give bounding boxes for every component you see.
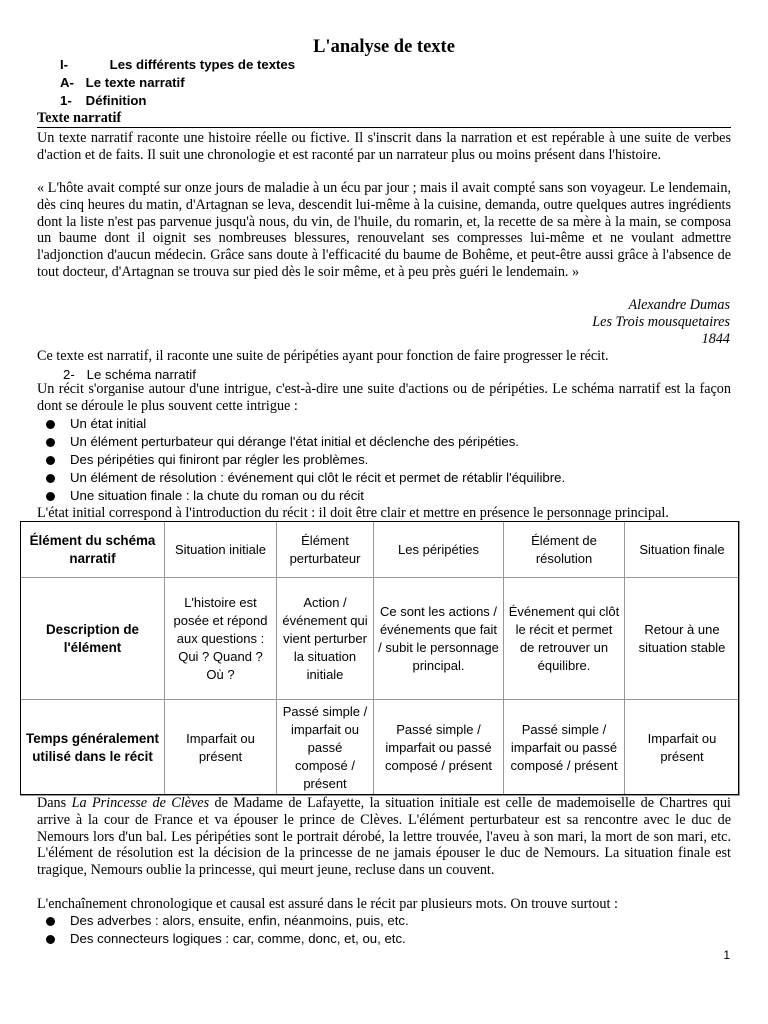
table-cell: Passé simple / imparfait ou passé composé / présent: [277, 700, 374, 796]
section-title: Texte narratif: [37, 110, 122, 126]
outline-label: Définition: [85, 93, 147, 108]
section-divider: [37, 127, 731, 128]
list-item: Un élément de résolution : événement qui clôt le récit et permet de rétablir l'équilibre.: [44, 469, 565, 487]
table-cell: Passé simple / imparfait ou passé composé / présent: [374, 700, 504, 796]
example-paragraph: Dans La Princesse de Clèves de Madame de Lafayette, la situation initiale est celle de mademoiselle de Chartres qui arrive à la cour de France et va épouser le prince de Clèves. L'élément perturbateur est sa rencontre avec le duc de Nemours lors d'un bal. Les péripéties sont le portrait dérobé, la lettre trouvée, l'aveu à son mari, la mort de son mari, etc. L'élément de résolution est la décision de la princesse de ne jamais épouser le duc de Nemours. La situation finale est tragique, Nemours oublie la princesse, qui meurt jeune, recluse dans un couvent.: [37, 795, 731, 879]
bullet-icon: [46, 917, 55, 926]
table-cell: L'histoire est posée et répond aux questions : Qui ? Quand ? Où ?: [165, 578, 277, 700]
table-cell: Passé simple / imparfait ou passé composé / présent: [504, 700, 625, 796]
outline-number: A-: [60, 75, 74, 90]
table-cell: Situation initiale: [165, 522, 277, 578]
table-header-cell: Temps généralement utilisé dans le récit: [21, 700, 165, 796]
list-item: Une situation finale : la chute du roman ou du récit: [44, 487, 565, 505]
table-header-cell: Description de l'élément: [21, 578, 165, 700]
table-cell: Retour à une situation stable: [625, 578, 740, 700]
outline-heading-3: [60, 92, 146, 110]
table-row: [21, 700, 740, 796]
outline-label: Le texte narratif: [85, 75, 185, 90]
table-cell: Ce sont les actions / événements que fait / subit le personnage principal.: [374, 578, 504, 700]
table-cell: Action / événement qui vient perturber la situation initiale: [277, 578, 374, 700]
subsection-number: 2-: [63, 367, 75, 382]
citation-year: 1844: [701, 331, 730, 347]
table-row: [21, 578, 740, 700]
quote-paragraph: « L'hôte avait compté sur onze jours de maladie à un écu par jour ; mais il avait compté sans son voyageur. Le lendemain, dès cinq heures du matin, d'Artagnan se leva, descendit lui-même à la cuisine, demanda, outre quelques autres ingrédients dont la liste n'est pas parvenue jusqu'à nous, du vin, de l'huile, du romarin, et, la recette de sa mère à la main, se composa un baume dont il oignit ses nombreuses blessures, renouvelant ses compresses lui-même et ne voulant admettre l'adjonction d'aucun médecin. Grâce sans doute à l'efficacité du baume de Bohême, et peut-être aussi grâce à l'absence de tout docteur, d'Artagnan se trouva sur pied dès le soir même, et à peu près guéri le lendemain. »: [37, 180, 731, 280]
citation-work: Les Trois mousquetaires: [592, 314, 730, 330]
outline-heading-1: [60, 56, 295, 74]
outline-label: Les différents types de textes: [109, 57, 296, 72]
table-cell: Élément de résolution: [504, 522, 625, 578]
table-cell: Imparfait ou présent: [625, 700, 740, 796]
initial-state-note: L'état initial correspond à l'introduction du récit : il doit être clair et mettre en présence le personnage principal.: [37, 505, 669, 521]
table-cell: Élément perturbateur: [277, 522, 374, 578]
bullet-icon: [46, 420, 55, 429]
table-cell: Les péripéties: [374, 522, 504, 578]
list-item: Un élément perturbateur qui dérange l'état initial et déclenche des péripéties.: [44, 433, 565, 451]
definition-paragraph: Un texte narratif raconte une histoire réelle ou fictive. Il s'inscrit dans la narration et est repérable à une suite de verbes d'action et de faits. Il suit une chronologie et est raconté par un narrateur plus ou moins présent dans l'histoire.: [37, 130, 731, 163]
bullet-icon: [46, 474, 55, 483]
table-cell: Imparfait ou présent: [165, 700, 277, 796]
bullet-icon: [46, 935, 55, 944]
outline-number: I-: [60, 57, 69, 72]
citation-author: Alexandre Dumas: [628, 297, 730, 313]
outline-heading-2: [60, 74, 185, 92]
bullet-icon: [46, 456, 55, 465]
list-item: Un état initial: [44, 415, 565, 433]
bullet-icon: [46, 492, 55, 501]
schema-steps-list: [44, 415, 565, 505]
page-title: L'analyse de texte: [313, 37, 455, 57]
chronology-list: [44, 912, 409, 948]
table-header-cell: Élément du schéma narratif: [21, 522, 165, 578]
chronology-intro: L'enchaînement chronologique et causal est assuré dans le récit par plusieurs mots. On trouve surtout :: [37, 896, 618, 912]
subsection-label: Le schéma narratif: [86, 367, 196, 382]
schema-intro-paragraph: Un récit s'organise autour d'une intrigue, c'est-à-dire une suite d'actions ou de péripéties. Le schéma narratif est la façon dont se déroule le plus souvent cette intrigue :: [37, 381, 731, 414]
list-item: Des adverbes : alors, ensuite, enfin, néanmoins, puis, etc.: [44, 912, 409, 930]
list-item: Des connecteurs logiques : car, comme, donc, et, ou, etc.: [44, 930, 409, 948]
book-title: La Princesse de Clèves: [71, 795, 210, 811]
table-row: [21, 522, 740, 578]
narrative-schema-table: [20, 521, 740, 796]
table-cell: Événement qui clôt le récit et permet de retrouver un équilibre.: [504, 578, 625, 700]
list-item: Des péripéties qui finiront par régler les problèmes.: [44, 451, 565, 469]
outline-number: 1-: [60, 93, 72, 108]
table-cell: Situation finale: [625, 522, 740, 578]
bullet-icon: [46, 438, 55, 447]
conclusion-paragraph: Ce texte est narratif, il raconte une suite de péripéties ayant pour fonction de faire progresser le récit.: [37, 348, 609, 364]
page-number: 1: [723, 948, 730, 962]
